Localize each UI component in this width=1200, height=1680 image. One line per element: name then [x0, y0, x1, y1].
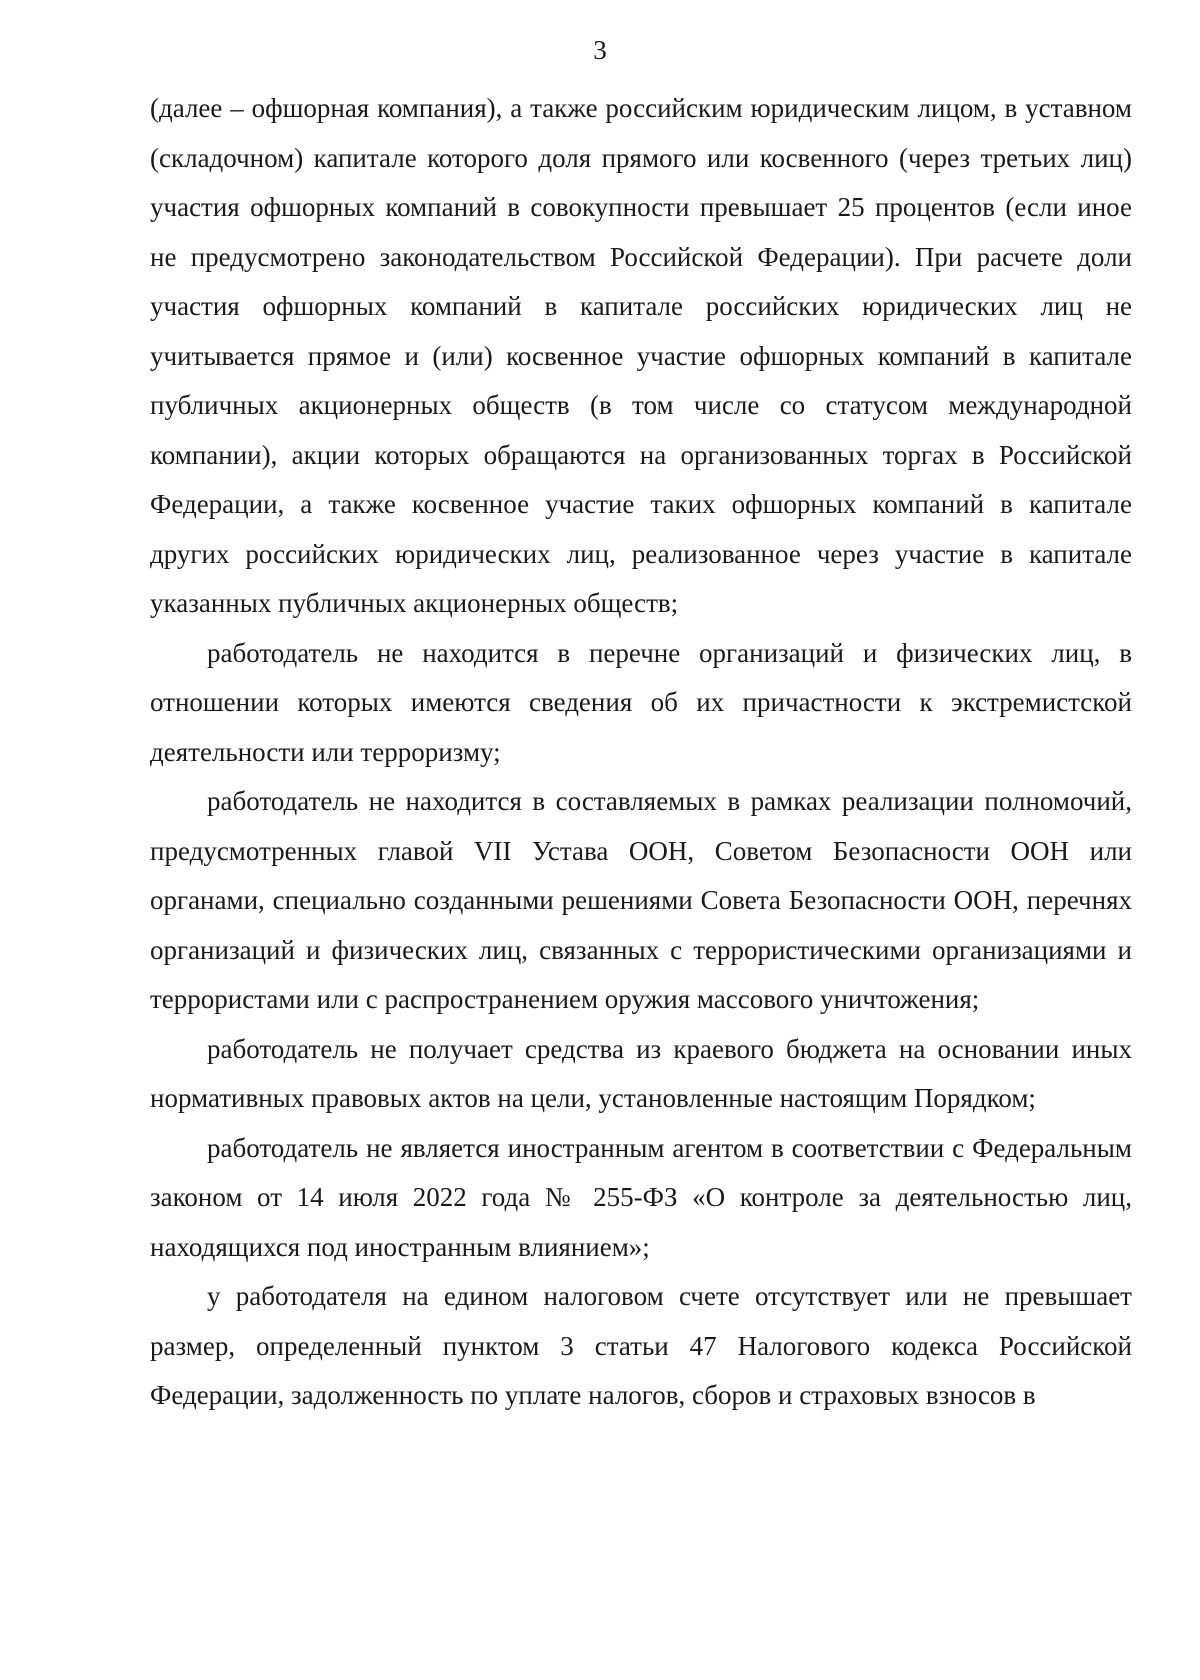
page-number: 3 [593, 35, 607, 65]
paragraph-regional-budget: работодатель не получает средства из краевого бюджета на основании иных нормативных правовых актов на цели, установленные настоящим Порядком; [150, 1033, 1132, 1113]
paragraph-un-security-council-list: работодатель не находится в составляемых в рамках реализации полномочий, предусмотренных главой VII Устава ООН, Советом Безопасности ООН или органами, специально созданными решениями Совета Безопасности ООН, перечнях организаций и физических лиц, связанных с террористическими организациями и террористами или с распространением оружия массового уничтожения; [150, 786, 1132, 1014]
paragraph-foreign-agent: работодатель не является иностранным агентом в соответствии с Федеральным законом от 14 июля 2022 года № 255-ФЗ «О контроле за деятельностью лиц, находящихся под иностранным влиянием»; [150, 1132, 1132, 1262]
paragraph-tax-account: у работодателя на едином налоговом счете отсутствует или не превышает размер, определенный пунктом 3 статьи 47 Налогового кодекса Российской Федерации, задолженность по уплате налогов, сборов и страховых взносов в [150, 1281, 1132, 1410]
document-body [150, 84, 1132, 1421]
paragraph-continuation: (далее – офшорная компания), а также российским юридическим лицом, в уставном (складочном) капитале которого доля прямого или косвенного (через третьих лиц) участия офшорных компаний в совокупности превышает 25 процентов (если иное не предусмотрено законодательством Российской Федерации). При расчете доли участия офшорных компаний в капитале российских юридических лиц не учитывается прямое и (или) косвенное участие офшорных компаний в капитале публичных акционерных обществ (в том числе со статусом международной компании), акции которых обращаются на организованных торгах в Российской Федерации, а также косвенное участие таких офшорных компаний в капитале других российских юридических лиц, реализованное через участие в капитале указанных публичных акционерных обществ; [150, 93, 1132, 618]
paragraph-extremism-list: работодатель не находится в перечне организаций и физических лиц, в отношении которых имеются сведения об их причастности к экстремистской деятельности или терроризму; [150, 637, 1132, 767]
